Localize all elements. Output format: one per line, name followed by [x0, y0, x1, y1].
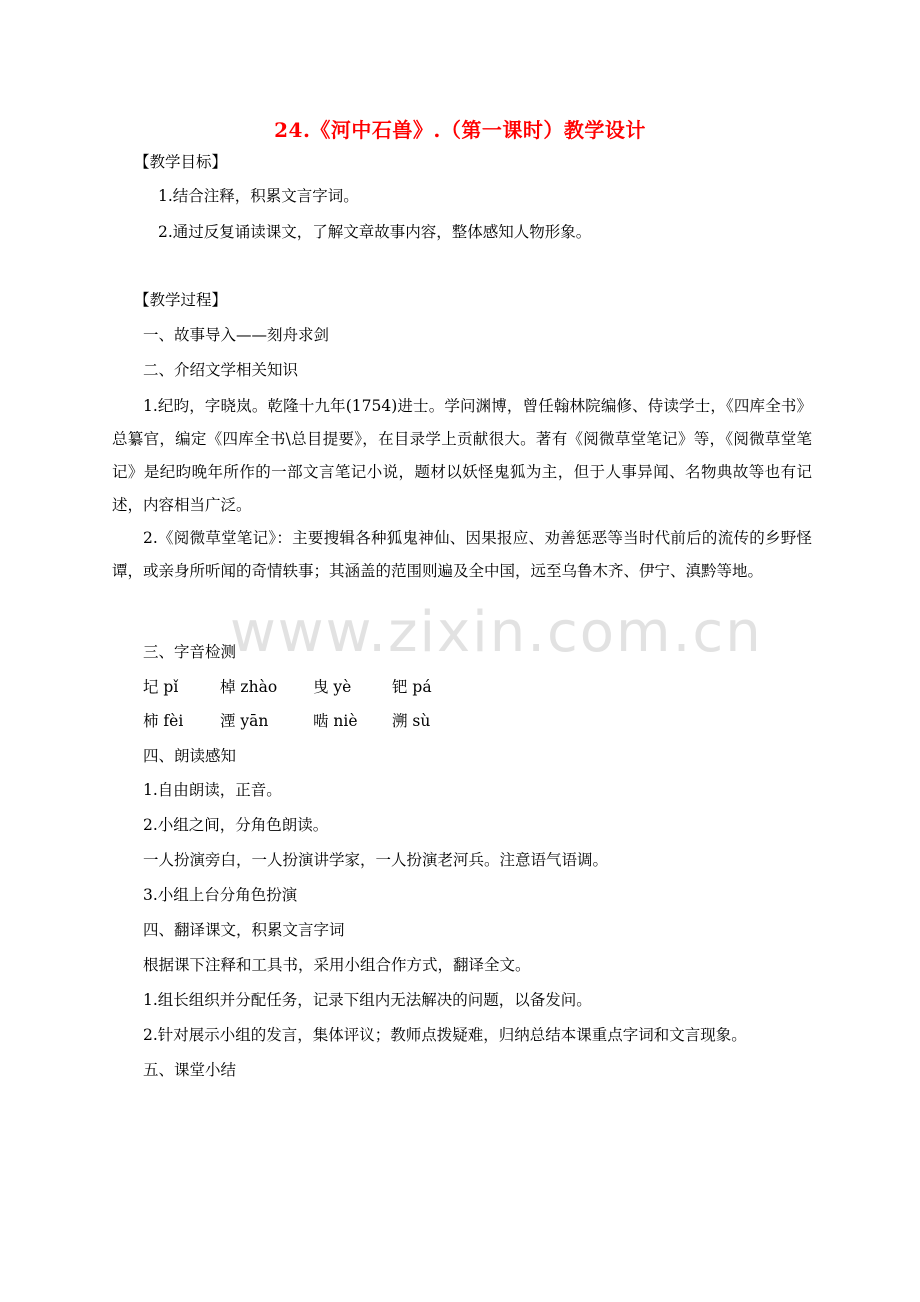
- pinyin-item: 啮 niè: [313, 712, 358, 730]
- reading-step-1: 1.自由朗读，正音。: [143, 781, 282, 799]
- pinyin-item: 圮 pǐ: [143, 678, 179, 696]
- pinyin-item: 柿 fèi: [143, 712, 184, 730]
- document-title: 24.《河中石兽》.（第一课时）教学设计: [274, 118, 646, 142]
- reading-roles: 一人扮演旁白，一人扮演讲学家，一人扮演老河兵。注意语气语调。: [143, 851, 609, 869]
- pinyin-item: 棹 zhào: [220, 678, 278, 696]
- section-summary: 五、课堂小结: [143, 1061, 237, 1079]
- objective-item-2: 2.通过反复诵读课文，了解文章故事内容，整体感知人物形象。: [158, 223, 592, 241]
- reading-step-3: 3.小组上台分角色扮演: [143, 886, 298, 904]
- pinyin-item: 钯 pá: [392, 678, 432, 696]
- paragraph-yuewei-notes: 2.《阅微草堂笔记》：主要搜辑各种狐鬼神仙、因果报应、劝善惩恶等当时代前后的流传的乡野怪谭，或亲身所听闻的奇情轶事；其涵盖的范围则遍及全中国，远至乌鲁木齐、伊宁、滇黔等地。: [112, 529, 812, 580]
- translation-step-1: 1.组长组织并分配任务，记录下组内无法解决的问题，以备发问。: [143, 991, 592, 1009]
- section-pronunciation-check: 三、字音检测: [143, 643, 237, 661]
- watermark: www.zixin.com.cn: [230, 600, 763, 665]
- pinyin-item: 湮 yān: [220, 712, 269, 730]
- objectives-heading: 【教学目标】: [134, 153, 228, 171]
- reading-step-2: 2.小组之间，分角色朗读。: [143, 816, 329, 834]
- translation-step-2: 2.针对展示小组的发言，集体评议；教师点拨疑难，归纳总结本课重点字词和文言现象。: [143, 1026, 747, 1044]
- section-literature-knowledge: 二、介绍文学相关知识: [143, 361, 299, 379]
- section-translation: 四、翻译课文，积累文言字词: [143, 921, 345, 939]
- translation-instruction: 根据课下注释和工具书，采用小组合作方式，翻译全文。: [143, 956, 531, 974]
- section-story-intro: 一、故事导入——刻舟求剑: [143, 326, 330, 344]
- process-heading: 【教学过程】: [134, 291, 228, 309]
- paragraph-ji-yun: 1.纪昀，字晓岚。乾隆十九年(1754)进士。学问渊博，曾任翰林院编修、侍读学士，《四库全书》总纂官，编定《四库全书\总目提要》，在目录学上贡献很大。著有《阅微草堂笔记》等，《阅微草堂笔记》是纪昀晚年所作的一部文言笔记小说，题材以妖怪鬼狐为主，但于人事异闻、名物典故等也有记述，内容相当广泛。: [112, 397, 812, 514]
- pinyin-item: 曳 yè: [313, 678, 352, 696]
- objective-item-1: 1.结合注释，积累文言字词。: [158, 187, 359, 205]
- pinyin-item: 溯 sù: [392, 712, 431, 730]
- section-reading: 四、朗读感知: [143, 747, 237, 765]
